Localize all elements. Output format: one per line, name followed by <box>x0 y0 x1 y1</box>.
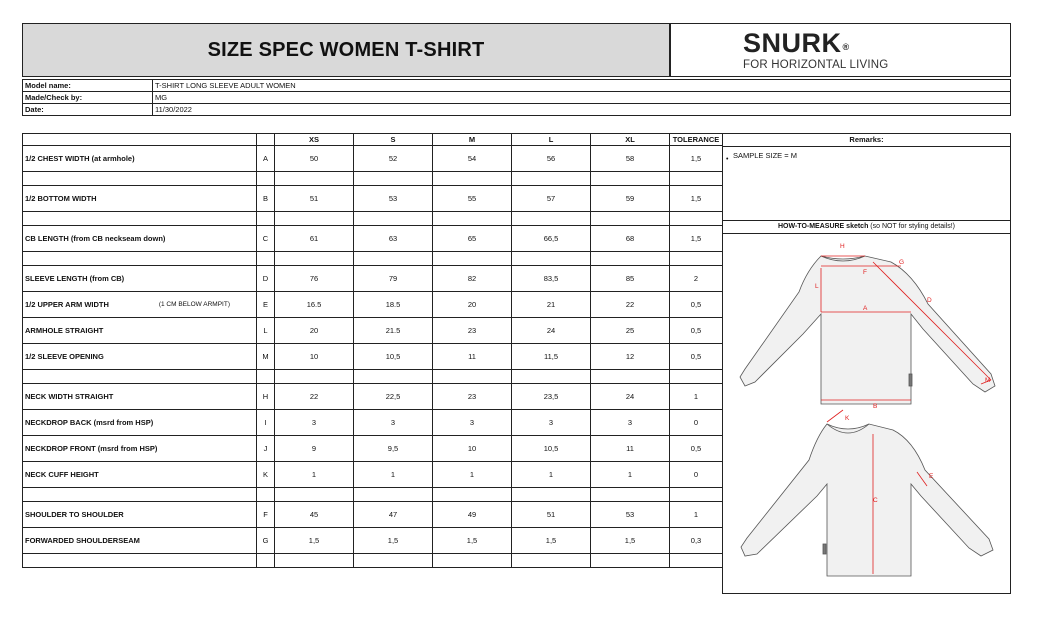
measurement-value: 55 <box>433 186 512 212</box>
spec-row <box>23 318 723 344</box>
measurement-value: 22 <box>591 292 670 318</box>
spacer-row <box>23 554 723 568</box>
measurement-code: E <box>257 292 275 318</box>
measurement-code: B <box>257 186 275 212</box>
spec-row <box>23 292 723 318</box>
how-to-measure-sketch <box>723 234 1010 594</box>
column-header: XS <box>275 134 354 146</box>
measurement-value: 10,5 <box>512 436 591 462</box>
measurement-value: 1 <box>275 462 354 488</box>
spacer-cell <box>257 554 275 568</box>
brand-name: SNURK® <box>743 28 850 58</box>
measurement-value: 83,5 <box>512 266 591 292</box>
spacer-cell <box>591 370 670 384</box>
measurement-value: 82 <box>433 266 512 292</box>
measurement-value: 52 <box>354 146 433 172</box>
measurement-value: 51 <box>275 186 354 212</box>
measurement-value: 21.5 <box>354 318 433 344</box>
measurement-name: NECKDROP BACK (msrd from HSP) <box>23 410 257 436</box>
measurement-code: G <box>257 528 275 554</box>
measurement-value: 59 <box>591 186 670 212</box>
spacer-row <box>23 252 723 266</box>
measurement-value: 1 <box>670 384 723 410</box>
measurement-code: D <box>257 266 275 292</box>
measurement-value: 1 <box>433 462 512 488</box>
measurement-value: 18.5 <box>354 292 433 318</box>
measurement-note: (1 CM BELOW ARMPIT) <box>158 301 230 308</box>
measurement-code: C <box>257 226 275 252</box>
measurement-name: FORWARDED SHOULDERSEAM <box>23 528 257 554</box>
measurement-value: 1,5 <box>512 528 591 554</box>
measurement-value: 51 <box>512 502 591 528</box>
front-view-shirt <box>741 424 993 576</box>
spacer-cell <box>670 252 723 266</box>
measurement-value: 0,5 <box>670 344 723 370</box>
spacer-cell <box>512 488 591 502</box>
measurement-value: 23 <box>433 384 512 410</box>
measurement-value: 45 <box>275 502 354 528</box>
measurement-code: H <box>257 384 275 410</box>
measurement-value: 11 <box>433 344 512 370</box>
brand-tagline: FOR HORIZONTAL LIVING <box>743 59 889 71</box>
measurement-code: F <box>257 502 275 528</box>
measurement-value: 53 <box>354 186 433 212</box>
measurement-value: 66,5 <box>512 226 591 252</box>
measurement-value: 10 <box>433 436 512 462</box>
spacer-cell <box>257 252 275 266</box>
how-to-measure-heading: HOW-TO-MEASURE sketch (so NOT for styling details!) <box>723 220 1010 234</box>
spacer-cell <box>23 252 257 266</box>
measurement-value: 3 <box>512 410 591 436</box>
column-header: XL <box>591 134 670 146</box>
spacer-cell <box>354 252 433 266</box>
measurement-name: SLEEVE LENGTH (from CB) <box>23 266 257 292</box>
measurement-value: 1 <box>670 502 723 528</box>
spec-row <box>23 266 723 292</box>
measurement-value: 1 <box>512 462 591 488</box>
measurement-value: 11 <box>591 436 670 462</box>
measurement-code: A <box>257 146 275 172</box>
measurement-value: 12 <box>591 344 670 370</box>
spec-header-row <box>23 134 723 146</box>
spacer-cell <box>257 488 275 502</box>
measurement-code: K <box>257 462 275 488</box>
spacer-cell <box>512 554 591 568</box>
measurement-value: 0,5 <box>670 318 723 344</box>
spacer-cell <box>670 212 723 226</box>
spacer-row <box>23 172 723 186</box>
measurement-value: 20 <box>275 318 354 344</box>
spacer-cell <box>275 488 354 502</box>
measurement-value: 47 <box>354 502 433 528</box>
measurement-value: 3 <box>591 410 670 436</box>
sketch-label: L <box>815 283 819 290</box>
measurement-value: 22 <box>275 384 354 410</box>
sketch-label: A <box>863 305 868 312</box>
spacer-cell <box>591 172 670 186</box>
measurement-name: CB LENGTH (from CB neckseam down) <box>23 226 257 252</box>
measurement-value: 1,5 <box>670 186 723 212</box>
remarks-heading: Remarks: <box>723 134 1010 147</box>
spacer-cell <box>275 252 354 266</box>
column-header: TOLERANCE <box>670 134 723 146</box>
spacer-cell <box>670 370 723 384</box>
measurement-code: M <box>257 344 275 370</box>
remarks-text: SAMPLE SIZE = M <box>733 151 797 160</box>
spec-row <box>23 410 723 436</box>
measurement-value: 9 <box>275 436 354 462</box>
measurement-value: 0 <box>670 410 723 436</box>
spacer-cell <box>354 172 433 186</box>
measurement-code: J <box>257 436 275 462</box>
sketch-label: D <box>927 297 932 304</box>
spacer-cell <box>433 554 512 568</box>
spacer-cell <box>433 172 512 186</box>
sketch-label: F <box>863 269 867 276</box>
measurement-value: 24 <box>512 318 591 344</box>
spacer-row <box>23 370 723 384</box>
sketch-label: C <box>873 497 878 504</box>
measurement-value: 1 <box>591 462 670 488</box>
measurement-name: 1/2 UPPER ARM WIDTH (1 CM BELOW ARMPIT) <box>23 292 257 318</box>
measurement-value: 0 <box>670 462 723 488</box>
spec-row <box>23 226 723 252</box>
info-row-date: Date: 11/30/2022 <box>23 104 1011 116</box>
measurement-name: 1/2 CHEST WIDTH (at armhole) <box>23 146 257 172</box>
measurement-value: 3 <box>354 410 433 436</box>
column-header: M <box>433 134 512 146</box>
measurement-value: 3 <box>433 410 512 436</box>
measurement-name: NECK WIDTH STRAIGHT <box>23 384 257 410</box>
spacer-row <box>23 212 723 226</box>
spacer-cell <box>591 554 670 568</box>
measurement-value: 61 <box>275 226 354 252</box>
measurement-value: 53 <box>591 502 670 528</box>
measurement-value: 56 <box>512 146 591 172</box>
measurement-value: 25 <box>591 318 670 344</box>
measurement-value: 1,5 <box>591 528 670 554</box>
measurement-name: NECKDROP FRONT (msrd from HSP) <box>23 436 257 462</box>
remarks-bullet: • <box>726 156 729 163</box>
measurement-value: 54 <box>433 146 512 172</box>
measurement-code: L <box>257 318 275 344</box>
measurement-value: 1,5 <box>433 528 512 554</box>
sketch-label: B <box>873 403 878 410</box>
spacer-cell <box>591 212 670 226</box>
spec-row <box>23 344 723 370</box>
measurement-value: 1,5 <box>670 146 723 172</box>
spacer-cell <box>591 488 670 502</box>
measurement-value: 21 <box>512 292 591 318</box>
measurement-value: 85 <box>591 266 670 292</box>
spacer-cell <box>257 212 275 226</box>
spacer-cell <box>275 172 354 186</box>
spacer-cell <box>670 488 723 502</box>
spacer-cell <box>275 554 354 568</box>
spacer-cell <box>23 370 257 384</box>
spec-row <box>23 384 723 410</box>
spacer-cell <box>354 488 433 502</box>
spec-row <box>23 146 723 172</box>
measurement-value: 68 <box>591 226 670 252</box>
spacer-cell <box>23 172 257 186</box>
spec-row <box>23 436 723 462</box>
measurement-value: 0,5 <box>670 292 723 318</box>
spacer-cell <box>591 252 670 266</box>
document-title: SIZE SPEC WOMEN T-SHIRT <box>22 23 670 77</box>
header-code-blank <box>257 134 275 146</box>
spacer-cell <box>23 212 257 226</box>
sketch-label: E <box>929 473 934 480</box>
measurement-value: 23,5 <box>512 384 591 410</box>
column-header: S <box>354 134 433 146</box>
brand-logo <box>670 23 1011 77</box>
measurement-value: 79 <box>354 266 433 292</box>
size-spec-table <box>22 133 723 568</box>
spacer-cell <box>354 370 433 384</box>
spacer-cell <box>433 252 512 266</box>
measurement-value: 11,5 <box>512 344 591 370</box>
measurement-value: 49 <box>433 502 512 528</box>
spacer-cell <box>512 370 591 384</box>
spacer-cell <box>670 554 723 568</box>
spacer-cell <box>23 554 257 568</box>
measurement-name: 1/2 BOTTOM WIDTH <box>23 186 257 212</box>
info-row-madeby: Made/Check by: MG <box>23 92 1011 104</box>
measurement-value: 1,5 <box>354 528 433 554</box>
spec-row <box>23 502 723 528</box>
measurement-value: 1,5 <box>275 528 354 554</box>
spec-row <box>23 186 723 212</box>
spacer-row <box>23 488 723 502</box>
spacer-cell <box>670 172 723 186</box>
measurement-value: 63 <box>354 226 433 252</box>
measurement-code: I <box>257 410 275 436</box>
spec-row <box>23 528 723 554</box>
measurement-value: 0,5 <box>670 436 723 462</box>
back-view-shirt <box>740 256 995 404</box>
measurement-value: 10,5 <box>354 344 433 370</box>
measurement-value: 1,5 <box>670 226 723 252</box>
measurement-value: 1 <box>354 462 433 488</box>
measurement-value: 3 <box>275 410 354 436</box>
measurement-value: 57 <box>512 186 591 212</box>
measurement-value: 20 <box>433 292 512 318</box>
spacer-cell <box>257 172 275 186</box>
measurement-name: ARMHOLE STRAIGHT <box>23 318 257 344</box>
spacer-cell <box>433 370 512 384</box>
measurement-value: 24 <box>591 384 670 410</box>
measurement-value: 50 <box>275 146 354 172</box>
measurement-value: 2 <box>670 266 723 292</box>
spacer-cell <box>23 488 257 502</box>
measurement-value: 9,5 <box>354 436 433 462</box>
measurement-name: NECK CUFF HEIGHT <box>23 462 257 488</box>
spacer-cell <box>257 370 275 384</box>
info-table <box>22 79 1011 116</box>
sketch-label: H <box>840 243 845 250</box>
measurement-value: 76 <box>275 266 354 292</box>
spacer-cell <box>512 252 591 266</box>
remarks-panel <box>722 133 1011 594</box>
measurement-name: 1/2 SLEEVE OPENING <box>23 344 257 370</box>
spacer-cell <box>275 370 354 384</box>
measurement-value: 16.5 <box>275 292 354 318</box>
sketch-label: M <box>985 377 991 384</box>
measurement-value: 22,5 <box>354 384 433 410</box>
spacer-cell <box>433 488 512 502</box>
measurement-value: 65 <box>433 226 512 252</box>
measurement-value: 0,3 <box>670 528 723 554</box>
info-row-model: Model name: T-SHIRT LONG SLEEVE ADULT WOMEN <box>23 80 1011 92</box>
spacer-cell <box>512 172 591 186</box>
measurement-value: 23 <box>433 318 512 344</box>
spacer-cell <box>512 212 591 226</box>
spacer-cell <box>275 212 354 226</box>
column-header: L <box>512 134 591 146</box>
spacer-cell <box>433 212 512 226</box>
sketch-label: G <box>899 259 905 266</box>
measurement-value: 58 <box>591 146 670 172</box>
header-blank <box>23 134 257 146</box>
measurement-value: 10 <box>275 344 354 370</box>
spacer-cell <box>354 554 433 568</box>
spacer-cell <box>354 212 433 226</box>
sketch-label: K <box>845 415 850 422</box>
measurement-name: SHOULDER TO SHOULDER <box>23 502 257 528</box>
spec-row <box>23 462 723 488</box>
